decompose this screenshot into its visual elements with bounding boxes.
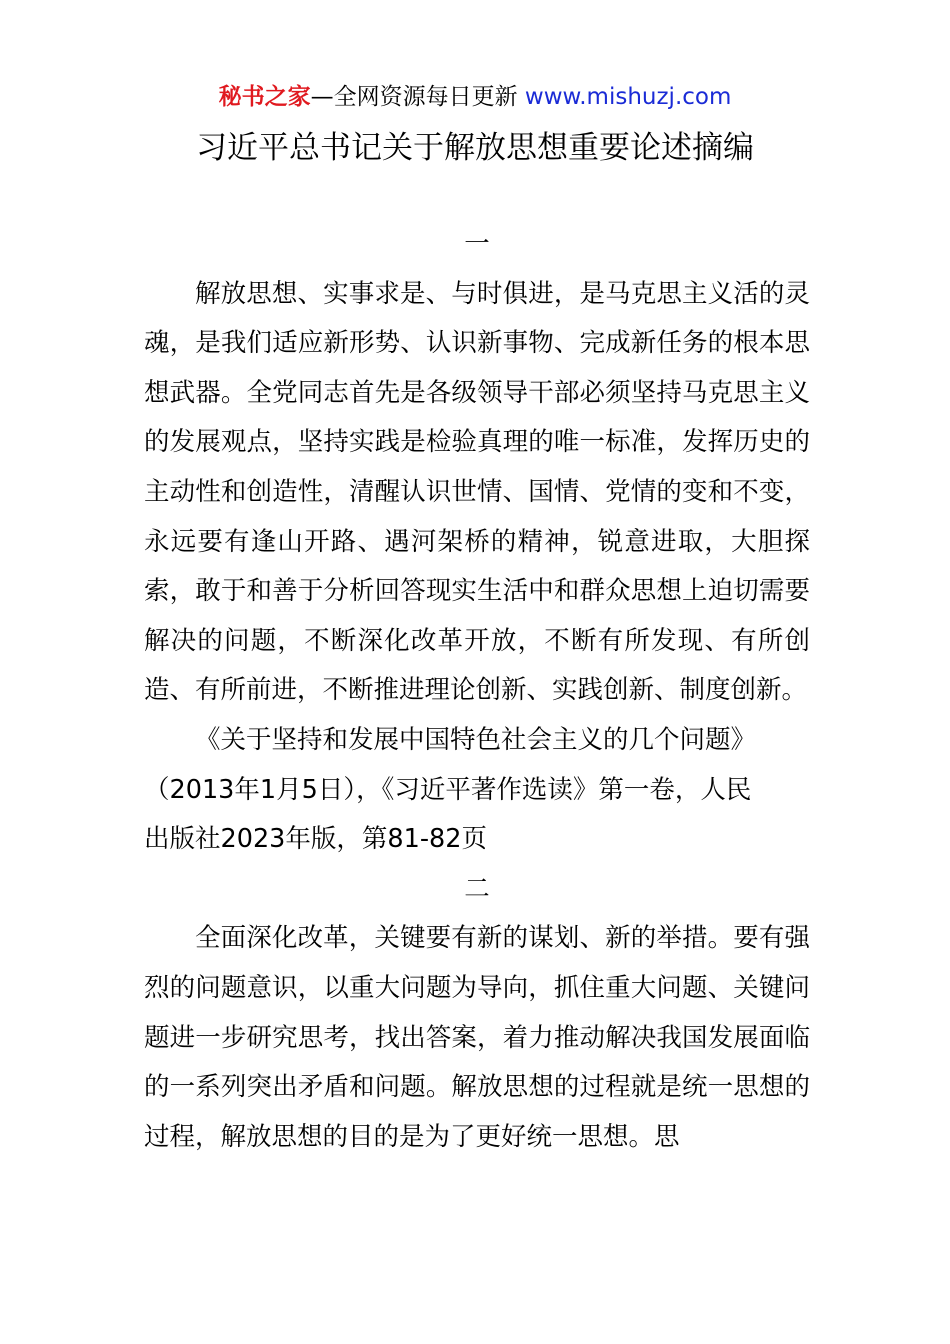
document-body: [144, 220, 810, 1162]
site-header: [0, 80, 950, 114]
brand-name: 秘书之家: [218, 84, 311, 110]
section-1-source-line-3: 出版社2023年版，第81-82页: [144, 824, 487, 855]
section-1-source-line-1: 《关于坚持和发展中国特色社会主义的几个问题》: [195, 724, 757, 755]
document-title: 习近平总书记关于解放思想重要论述摘编: [196, 130, 754, 166]
section-1-source-line-2: （2013年1月5日），《习近平著作选读》第一卷，人民: [144, 774, 752, 805]
section-number-1: 一: [464, 229, 490, 259]
header-slogan: —全网资源每日更新: [310, 84, 525, 110]
section-1-paragraph: 解放思想、实事求是、与时俱进，是马克思主义活的灵魂，是我们适应新形势、认识新事物、完成新任务的根本思想武器。全党同志首先是各级领导干部必须坚持马克思主义的发展观点，坚持实践是检验真理的唯一标准，发挥历史的主动性和创造性，清醒认识世情、国情、党情的变和不变，永远要有逢山开路、遇河架桥的精神，锐意进取，大胆探索，敢于和善于分析回答现实生活中和群众思想上迫切需要解决的问题，不断深化改革开放，不断有所发现、有所创造、有所前进，不断推进理论创新、实践创新、制度创新。: [144, 278, 810, 706]
site-url-link[interactable]: www.mishuzj.com: [524, 84, 732, 110]
section-2-paragraph: 全面深化改革，关键要有新的谋划、新的举措。要有强烈的问题意识，以重大问题为导向，抓住重大问题、关键问题进一步研究思考，找出答案，着力推动解决我国发展面临的一系列突出矛盾和问题。解放思想的过程就是统一思想的过程，解放思想的目的是为了更好统一思想。思: [144, 923, 810, 1152]
section-number-2: 二: [464, 873, 490, 904]
